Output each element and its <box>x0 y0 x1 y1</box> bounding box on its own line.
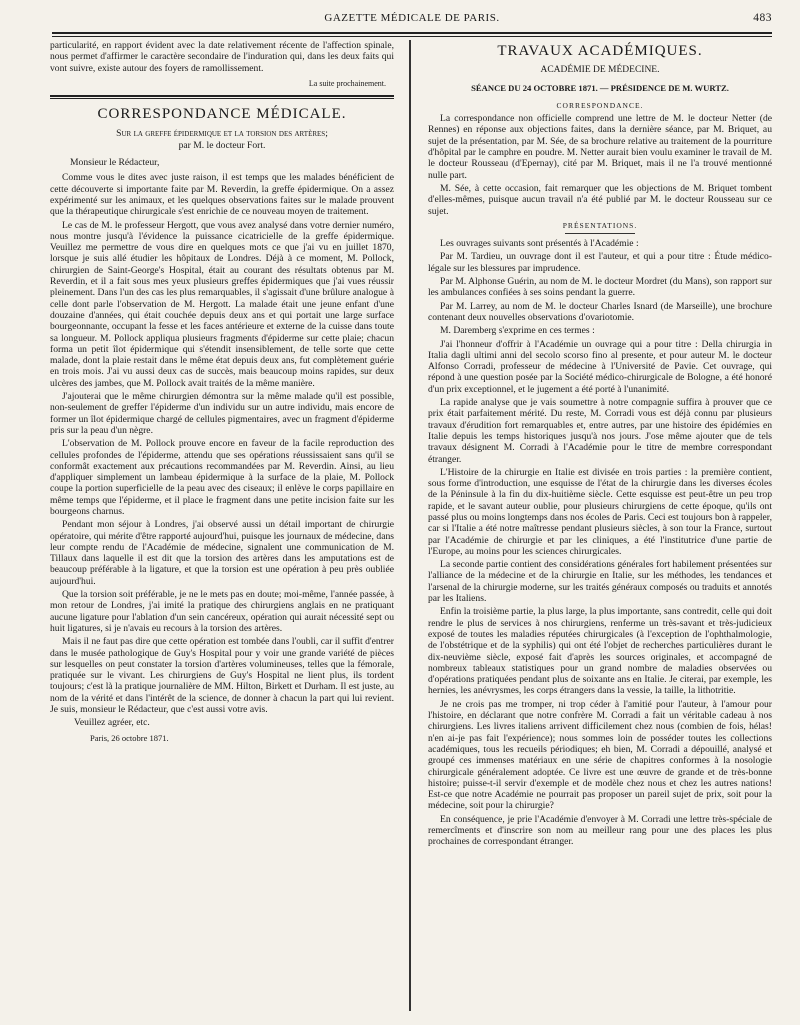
article-paragraph: La rapide analyse que je vais soumettre à notre compagnie suffira à prouver que ce prix était parfaitement mérité. Du reste, M. Corradi vous est déjà connu par plusieurs travaux d'érudition fort remarquables et, entre autres, par une histoire des épidémies en Italie depuis les temps historiques jusqu'à nos jours. J'ose même ajouter que de tels travaux désignent M. Corradi à l'Académie pour le titre de membre correspondant étranger. <box>428 397 772 465</box>
article-byline: par M. le docteur Fort. <box>178 139 266 151</box>
article-paragraph: Par M. Tardieu, un ouvrage dont il est l'auteur, et qui a pour titre : Étude médico-légale sur les blessures par imprudence. <box>428 251 772 274</box>
article-subject: Sur la greffe épidermique et la torsion des artères; <box>116 128 328 140</box>
article-paragraph: Que la torsion soit préférable, je ne le mets pas en doute; moi-même, l'année passée, à mon retour de Londres, j'ai imité la pratique des chirurgiens anglais en ne pratiquant aucune ligature pour l'ablation d'un sein cancéreux, opération qui aurait nécessité sept ou huit ligatures, si je n'avais eu recours à la torsion des artères. <box>50 589 394 634</box>
dateline: Paris, 26 octobre 1871. <box>90 732 169 743</box>
article-paragraph: Le cas de M. le professeur Hergott, que vous avez analysé dans votre dernier numéro, nous montre jusqu'à l'évidence la puissance cicatricielle de la greffe épidermique. Veuillez me permettre de vous dire en quelques mots ce que j'ai vu en juillet 1870, lorsque je suis allé étudier les hôpitaux de Londres. Déjà à ce moment, M. Pollock, chirurgien de Saint-George's Hospital, était au courant des résultats obtenus par M. Reverdin, et il a fait sous mes yeux plusieurs greffes épidermiques que j'ai vues réussir pleinement. Dans l'un des cas les plus remarquables, il s'agissait d'une brûlure analogue à celle dont parle l'observation de M. Hergott. La malade était une jeune enfant d'une douzaine d'années, qui était couchée depuis deux ans et qui portait une large surface bourgeonnante, occupant la fesse et les faces antérieure et externe de la cuisse dans toute sa longueur. M. Pollock appliqua plusieurs fragments d'épiderme sur cette plaie; chacun forma un petit îlot épidermique qui s'étendit insensiblement, de telle sorte que cette malade, dont la plaie restait dans le même état depuis deux ans, fut complètement guérie en trois mois. J'ai vu aussi deux cas de succès, mais beaucoup moins rapides, sur deux ulcères des jambes, que M. Pollock avait traités de la même manière. <box>50 219 394 389</box>
header-rule <box>52 32 772 37</box>
section-title-correspondance: CORRESPONDANCE MÉDICALE. <box>97 106 347 123</box>
continuation-note: La suite prochainement. <box>308 78 386 88</box>
article-paragraph: Comme vous le dites avec juste raison, il est temps que les malades bénéficient de cette découverte si importante faite par M. Reverdin, la greffe épidermique. On a assez expérimenté sur les animaux, et les quelques observations faites sur le malade prouvent que la thérapeutique chirurgicale s'est enrichie de ce nouveau moyen de traitement. <box>50 172 394 218</box>
article-paragraph: Mais il ne faut pas dire que cette opération est tombée dans l'oubli, car il suffit d'entrer dans le musée pathologique de Guy's Hospital pour y voir une grande variété de pièces sur lesquelles on peut constater la torsion d'artères volumineuses, telles que la fémorale, pratiquée sur le vivant. Les chirurgiens de Guy's Hospital ne lient plus, ils tordent toujours; c'est là la pratique journalière de MM. Hilton, Birkett et Durham. Il est juste, au nom de la vérité et dans l'intérêt de la science, de donner à chacun la part qui lui revient. Je suis, monsieur le Rédacteur, que c'est aussi votre avis. <box>50 636 394 716</box>
left-column <box>50 40 394 1013</box>
article-paragraph: Enfin la troisième partie, la plus large, la plus importante, sans contredit, celle qui doit rendre le plus de services à nos chirurgiens, renferme un très-savant et très-judicieux exposé de toutes les maladies réputées chirurgicales (à l'exception de l'ophthalmologie, de l'obstétrique et de la syphilis) qui ont été l'objet de recherches particulières durant le dix-neuvième siècle, exposé fait d'après les sources originales, et accompagné de nombreux tableaux statistiques pour un grand nombre de maladies observées ou d'opérations pratiquées pendant plus de soixante ans en Italie. Je citerai, par exemple, les hernies, les anévrysmes, les corps étrangers dans la vessie, la taille, la lithotritie. <box>428 606 772 697</box>
article-paragraph: M. Sée, à cette occasion, fait remarquer que les objections de M. Briquet tombent d'elles-mêmes, puisque aucun travail n'a été publié par M. le docteur Rousseau sur ce sujet. <box>428 182 772 217</box>
article-paragraph: L'Histoire de la chirurgie en Italie est divisée en trois parties : la première contient, sous forme d'introduction, une esquisse de l'état de la chirurgie dans les diverses écoles de la Péninsule à la fin du dix-huitième siècle. Cette esquisse est peut-être un peu trop rapide, et le savant auteur oublie, pour plusieurs chirurgiens de cette époque, qu'ils ont passé plus ou moins longtemps dans nos écoles de Paris. Ceci est toujours bon à rappeler, car si l'Italie a été notre maîtresse pendant plusieurs siècles, à son tour la France, surtout par l'Académie de chirurgie et par les cliniques, a été l'institutrice d'une partie de l'Europe, au moins pour les sciences chirurgicales. <box>428 466 772 557</box>
article-paragraph: Les ouvrages suivants sont présentés à l'Académie : <box>440 238 639 250</box>
short-rule <box>565 233 635 234</box>
journal-title: GAZETTE MÉDICALE DE PARIS. <box>324 12 500 24</box>
section-title-travaux: TRAVAUX ACADÉMIQUES. <box>497 43 703 59</box>
section-rule <box>50 95 394 99</box>
article-paragraph: Je ne crois pas me tromper, ni trop céder à l'amitié pour l'auteur, à l'amour pour l'histoire, en déclarant que notre confrère M. Corradi a fait un véritable cadeau à nos chirurgiens. Les livres italiens arrivent difficilement chez nous (combien de fois, hélas! n'en ai-je pas fait l'expérience); nous sommes loin de posséder toutes les collections académiques, tous les recueils périodiques; eh bien, M. Corradi a dépouillé, analysé et groupé ces immenses matériaux en une série de chapitres conformes à la nosologie chirurgicale généralement adoptée. Ce livre est une œuvre de grande et de très-bonne histoire; puisse-t-il servir d'exemple et de modèle chez nous et chez les autres nations! Est-ce que notre Académie ne pourrait pas proposer un pareil sujet de prix, soit pour la médecine, soit pour la chirurgie? <box>428 698 772 812</box>
article-paragraph: L'observation de M. Pollock prouve encore en faveur de la facile reproduction des cellules profondes de l'épiderme, attendu que ses opérations réussissaient sans qu'il se conformât exactement aux précautions recommandées par M. Reverdin. Ainsi, au lieu d'appliquer simplement un lambeau épidermique à la surface de la plaie, M. Pollock coupe la portion superficielle de la peau avec des ciseaux; il enlève le corps papillaire en même temps que l'épiderme, et il place le fragment dans une petite incision faite sur les bourgeons charnus. <box>50 438 394 517</box>
salutation: Monsieur le Rédacteur, <box>70 157 160 169</box>
article-paragraph: M. Daremberg s'exprime en ces termes : <box>440 325 595 337</box>
article-paragraph: J'ajouterai que le même chirurgien démontra sur la même malade qu'il est possible, non-seulement de greffer l'épiderme d'un individu sur un autre individu, mais encore de former un îlot épidermique chargé de cellules pigmentaires, avec un fragment d'épiderme pris sur la peau d'un nègre. <box>50 391 394 436</box>
column-divider <box>409 40 411 1011</box>
session-line: SÉANCE DU 24 OCTOBRE 1871. — PRÉSIDENCE DE M. WURTZ. <box>471 82 729 93</box>
article-paragraph: Par M. Alphonse Guérin, au nom de M. le docteur Mordret (du Mans), son rapport sur les ambulances confiées à ses soins pendant la guerre. <box>428 276 772 299</box>
article-paragraph: La correspondance non officielle comprend une lettre de M. le docteur Netter (de Rennes) en réponse aux objections faites, dans la dernière séance, par M. Briquet, au sujet de la présentation, par M. Sée, de sa brochure relative au traitement de la pourriture d'hôpital par le camphre en poudre. M. Netter aurait bien voulu examiner le travail de M. le docteur Rousseau (d'Epernay), cité par M. Briquet, mais il ne l'a trouvé mentionné nulle part. <box>428 113 772 181</box>
article-paragraph: Pendant mon séjour à Londres, j'ai observé aussi un détail important de chirurgie opératoire, qui mérite d'être rapporté aujourd'hui, puisque les journaux de médecine, dans leur compte rendu de l'Académie de médecine, signalent une communication de M. Tillaux dans laquelle il est dit que la torsion des artères dans les amputations est de beaucoup préférable à la ligature, et que la torsion est une opération à peu près oubliée aujourd'hui. <box>50 519 394 587</box>
page-number: 483 <box>753 12 772 24</box>
continued-paragraph: particularité, en rapport évident avec la date relativement récente de l'affection spinale, nous permet d'affirmer le caractère secondaire de l'induration qui, dans les deux faits qui vont suivre, existe autour des foyers de ramollissement. <box>50 40 394 74</box>
subheading-presentations: PRÉSENTATIONS. <box>562 220 638 230</box>
subheading-correspondance: CORRESPONDANCE. <box>556 100 644 110</box>
article-paragraph: J'ai l'honneur d'offrir à l'Académie un ouvrage qui a pour titre : Della chirurgia in Italia dagli ultimi anni del secolo scorso fino al presente, et pour auteur M. le docteur Alfonso Corradi, professeur de médecine à l'Université de Pavie. Cet ouvrage, qui répond à une question posée par la Société médico-chirurgicale de Bologne, a été honoré d'un prix exceptionnel, et le jugement a été porté à l'unanimité. <box>428 338 772 395</box>
academy-name: ACADÉMIE DE MÉDECINE. <box>540 65 660 76</box>
article-paragraph: Par M. Larrey, au nom de M. le docteur Charles Isnard (de Marseille), une brochure contenant deux nouvelles observations d'ovariotomie. <box>428 300 772 323</box>
right-column <box>428 40 772 1013</box>
article-paragraph: La seconde partie contient des considérations générales fort habilement présentées sur l'alliance de la médecine et de la chirurgie en Italie, sur les méthodes, les tendances et l'arsenal de la chirurgie moderne, sur les traités généraux composés ou traduits et annotés par les Italiens. <box>428 559 772 605</box>
page-header <box>52 12 772 28</box>
article-paragraph: En conséquence, je prie l'Académie d'envoyer à M. Corradi une lettre très-spéciale de remercîments et d'inscrire son nom au meilleur rang pour une des places les plus prochaines de correspondant étranger. <box>428 813 772 848</box>
signoff: Veuillez agréer, etc. <box>74 717 150 729</box>
